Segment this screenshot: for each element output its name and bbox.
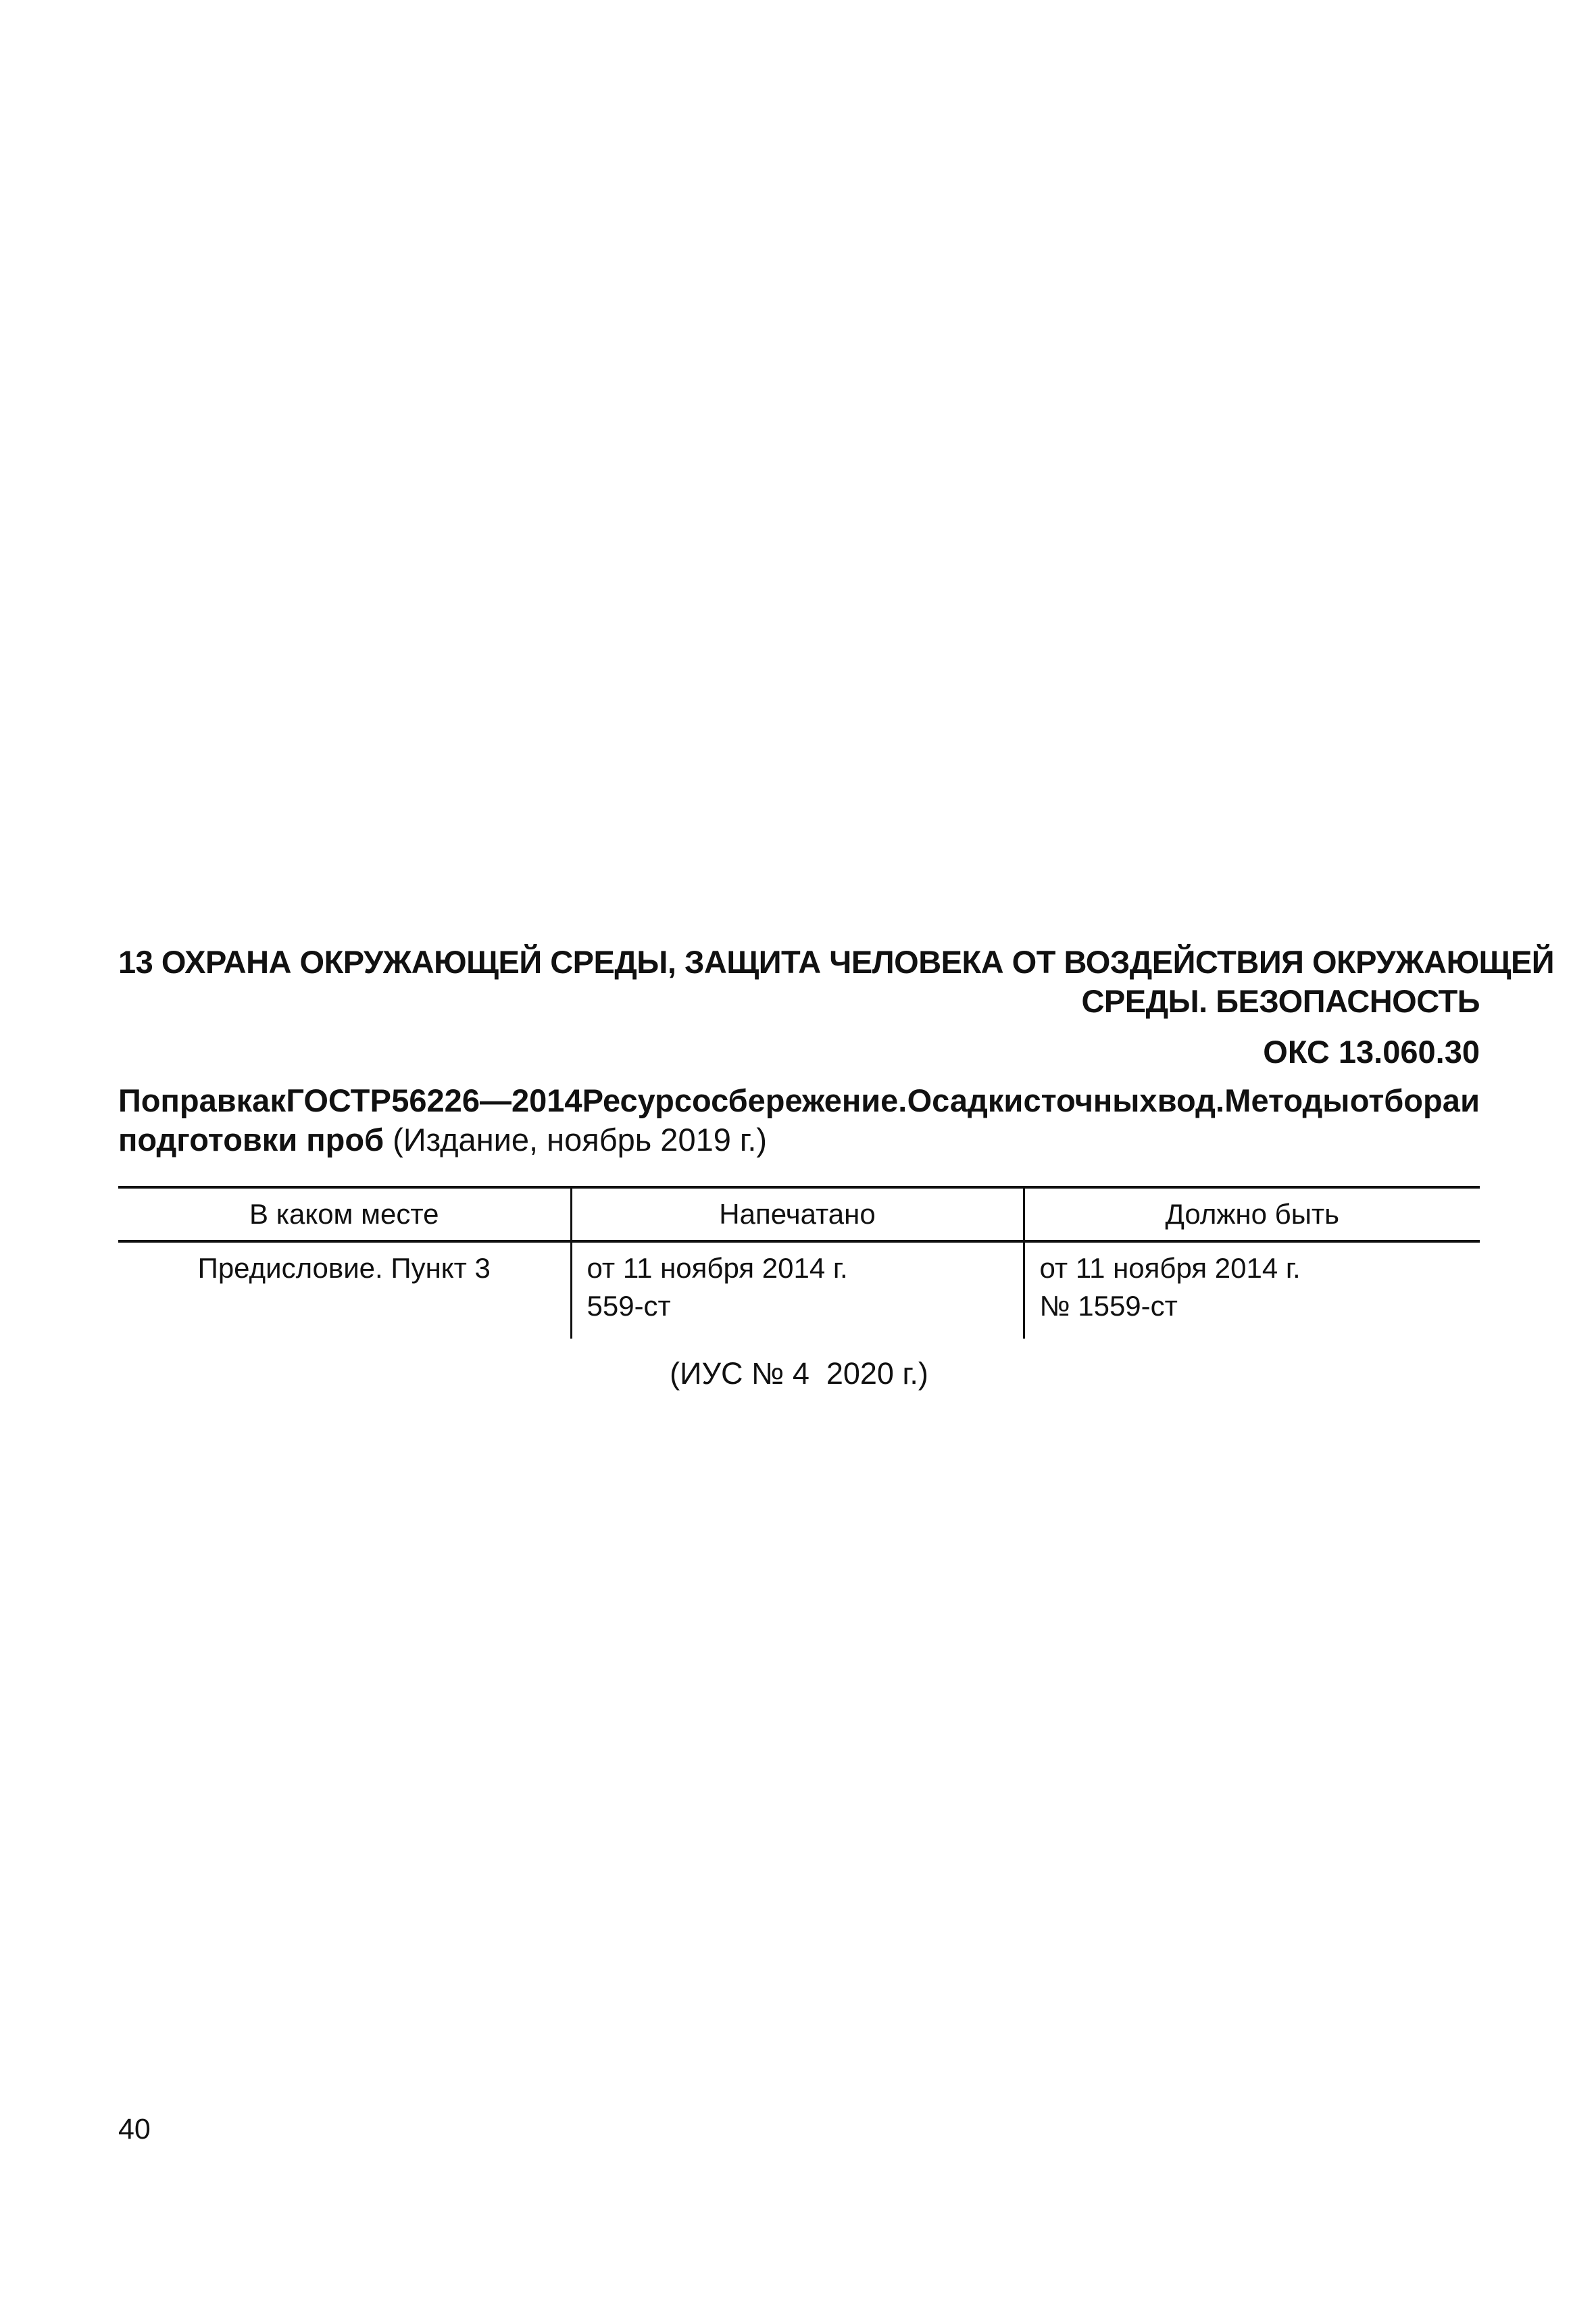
amendment-word: Методы [1224,1082,1350,1118]
cell-should-be-line-1: от 11 ноября 2014 г. [1039,1252,1301,1284]
amendment-word: Поправка [118,1082,270,1118]
table-row [118,1241,1480,1339]
amendment-edition-note: (Издание, ноябрь 2019 г.) [384,1122,768,1158]
corrections-table [118,1186,1480,1339]
amendment-word: 56226—2014 [391,1082,582,1118]
section-heading [118,943,1555,1021]
amendment-title-line-2 [118,1120,1480,1160]
cell-location [118,1241,571,1339]
page-number: 40 [118,2113,151,2145]
amendment-word: Р [370,1082,392,1118]
amendment-word: Ресурсосбережение. [582,1082,907,1118]
cell-location-text: Предисловие. Пункт 3 [197,1252,491,1284]
amendment-word: отбора [1349,1082,1460,1118]
amendment-title [118,1081,1480,1160]
amendment-word: Осадки [907,1082,1024,1118]
amendment-word: сточных [1023,1082,1157,1118]
header-location: В каком месте [118,1187,571,1241]
amendment-word: вод. [1157,1082,1225,1118]
cell-should-be-line-2: № 1559-ст [1039,1290,1178,1322]
section-heading-line-1: 13 ОХРАНА ОКРУЖАЮЩЕЙ СРЕДЫ, ЗАЩИТА ЧЕЛОВЕКА ОТ ВОЗДЕЙСТВИЯ ОКРУЖАЮЩЕЙ [118,944,1555,980]
cell-printed-line-2: 559-ст [587,1290,671,1322]
amendment-title-bold-part: подготовки проб [118,1122,384,1158]
amendment-word: ГОСТ [286,1082,370,1118]
oks-code: ОКС 13.060.30 [1263,1034,1480,1070]
header-printed: Напечатано [571,1187,1024,1241]
cell-printed [571,1241,1024,1339]
section-heading-line-2: СРЕДЫ. БЕЗОПАСНОСТЬ [1081,983,1480,1019]
amendment-word: и [1460,1082,1480,1118]
amendment-word: к [270,1082,286,1118]
ius-reference: (ИУС № 4 2020 г.) [670,1356,928,1391]
header-should-be: Должно быть [1024,1187,1480,1241]
cell-printed-line-1: от 11 ноября 2014 г. [587,1252,848,1284]
cell-should-be [1024,1241,1480,1339]
table-header-row [118,1187,1480,1241]
amendment-title-line-1 [118,1081,1480,1120]
